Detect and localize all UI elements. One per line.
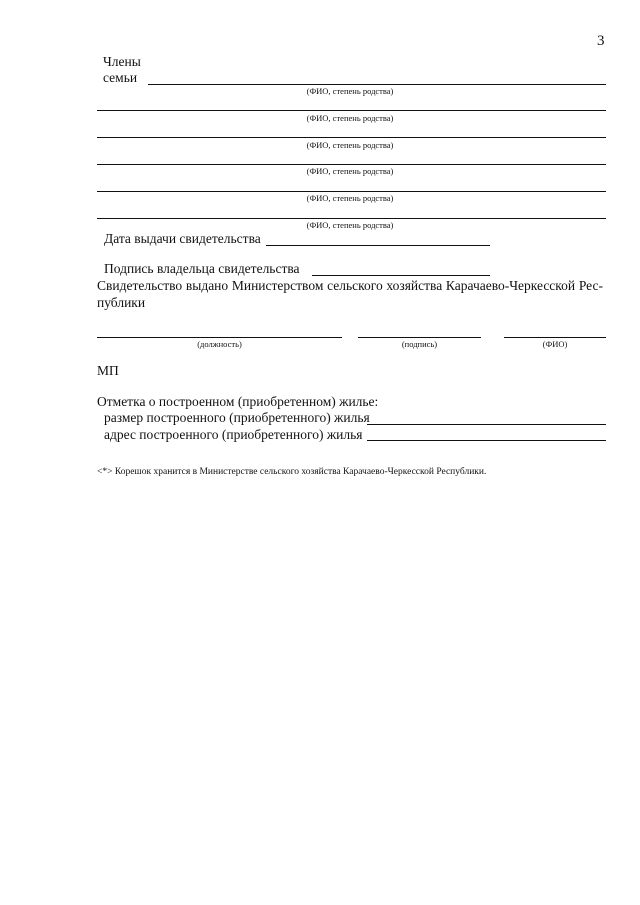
- family-member-caption-4: (ФИО, степень родства): [306, 166, 394, 176]
- issue-date-label: Дата выдачи свидетельства: [104, 231, 261, 246]
- official-position-field[interactable]: [97, 337, 342, 338]
- family-member-caption-3: (ФИО, степень родства): [306, 140, 394, 150]
- housing-address-label: адрес построенного (приобретенного) жилья: [104, 427, 363, 442]
- official-position-caption: (должность): [197, 339, 242, 349]
- stamp-label: МП: [97, 363, 119, 378]
- official-signature-field[interactable]: [358, 337, 481, 338]
- family-member-caption-5: (ФИО, степень родства): [306, 193, 394, 203]
- official-signature-caption: (подпись): [401, 339, 438, 349]
- family-member-field-3[interactable]: [97, 137, 606, 138]
- family-label-line2: семьи: [103, 70, 138, 85]
- family-member-caption-1: (ФИО, степень родства): [306, 86, 394, 96]
- housing-address-field[interactable]: [367, 440, 606, 441]
- housing-heading: Отметка о построенном (приобретенном) жилье:: [97, 394, 379, 409]
- housing-size-field[interactable]: [367, 424, 606, 425]
- issue-date-field[interactable]: [266, 245, 490, 246]
- family-member-caption-6: (ФИО, степень родства): [306, 220, 394, 230]
- family-member-field-5[interactable]: [97, 191, 606, 192]
- footnote: <*> Корешок хранится в Министерстве сельского хозяйства Карачаево-Черкесской Республики.: [97, 467, 487, 477]
- family-member-field-4[interactable]: [97, 164, 606, 165]
- family-member-field-1[interactable]: [148, 84, 606, 85]
- family-member-field-2[interactable]: [97, 110, 606, 111]
- family-member-caption-2: (ФИО, степень родства): [306, 113, 394, 123]
- housing-size-label: размер построенного (приобретенного) жилья: [104, 410, 370, 425]
- owner-signature-field[interactable]: [312, 275, 490, 276]
- official-name-caption: (ФИО): [542, 339, 568, 349]
- official-name-field[interactable]: [504, 337, 606, 338]
- issued-by-line2: публики: [97, 295, 146, 310]
- owner-signature-label: Подпись владельца свидетельства: [104, 261, 300, 276]
- issued-by-line1: Свидетельство выдано Министерством сельского хозяйства Карачаево-Черкесской Рес-: [97, 278, 603, 293]
- family-label-line1: Члены: [103, 54, 141, 69]
- family-member-field-6[interactable]: [97, 218, 606, 219]
- page-number: 3: [597, 33, 605, 49]
